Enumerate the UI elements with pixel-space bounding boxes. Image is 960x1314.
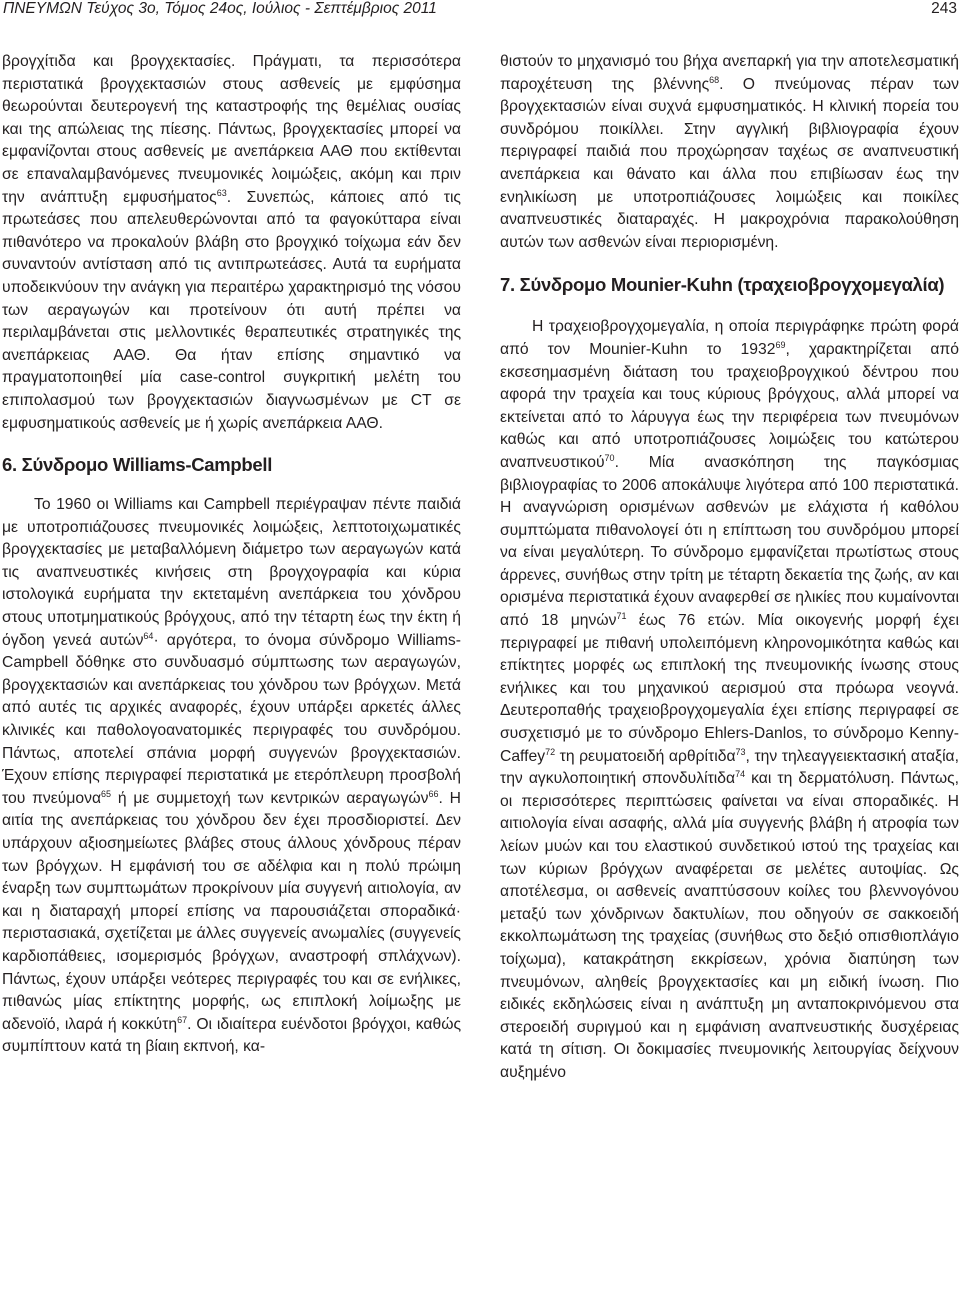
section-6-heading: 6. Σύνδρομο Williams-Campbell — [2, 454, 273, 476]
left-column — [2, 51, 461, 1059]
section-7-heading: 7. Σύνδρομο Mounier-Kuhn (τραχειοβρογχομεγαλία) — [500, 274, 945, 296]
citation-ref: 73 — [735, 746, 746, 757]
citation-ref: 72 — [545, 746, 556, 757]
journal-title: ΠΝΕΥΜΩΝ Τεύχος 3ο, Τόμος 24ος, Ιούλιος - Σεπτέμβριος 2011 — [3, 0, 437, 17]
citation-ref: 68 — [709, 74, 720, 85]
paragraph-williams-campbell: Το 1960 οι Williams και Campbell περιέγραψαν πέντε παιδιά με υποτροπιάζουσες πνευμονικές λοιμώξεις, λεπτοτοιχωματικές βρογχεκτασίες με μεταβαλλόμενη διάμετρο των αεραγωγών κατά τις αναπνευστικές κινήσεις στη βρογχογραφία και κύρια ιστολογικά ευρήματα την εκτεταμένη ανεπάρκεια του χόνδρου στους υποτμηματικούς βρόγχους, από την τέταρτη έως την έκτη ή όγδοη γενεά αυτών$^{64}$· αργότερα, το όνομα σύνδρομο Williams-Campbell δόθηκε στο συνδυασμό σύμπτωσης των αεραγωγών, βρογχεκτασιών και ανεπάρκειας του χόνδρου των βρόγχων. Μετά από αυτές τις αρχικές αναφορές, έχουν υπάρξει αρκετές άλλες κλινικές και παθολογοανατομικές περιγραφές του συνδρόμου. Πάντως, αποτελεί σπάνια μορφή συγγενών βρογχεκτασιών. Έχουν επίσης περιγραφεί περιστατικά με ετερόπλευρη προσβολή του πνεύμονα$^{65}$ ή με συμμετοχή των κεντρικών αεραγωγών$^{66}$. Η αιτία της ανεπάρκειας του χόνδρου δεν έχει προσδιοριστεί. Δεν υπάρχουν αξιοσημείωτες βλάβες στους άλλους χόνδρους πέραν των βρόγχων. Η εμφάνισή του σε αδέλφια και η πολύ πρώιμη έναρξη των συμπτωμάτων προκρίνουν μία συγγενή αιτιολογία, αν και η διαταραχή μπορεί επίσης να παρουσιάζεται σποραδικά· περιστασιακά, σχετίζεται με άλλες συγγενείς ανωμαλίες (συγγενείς καρδιοπάθειες, ισομερισμός βρόγχων, αναστροφή σπλάχνων). Πάντως, έχουν υπάρξει νεότερες περιγραφές του και σε ενήλικες, πιθανώς μίας επίκτητης μορφής, ως επιπλοκή λοίμωξης με αδενοϊό, ιλαρά ή κοκκύτη$^{67}$. Οι ιδιαίτερα ευένδοτοι βρόγχοι, καθώς συμπίπτουν κατά τη βίαιη εκπνοή, κα- — [2, 496, 462, 1056]
citation-ref: 65 — [101, 788, 112, 799]
page-number: 243 — [931, 0, 957, 17]
paragraph-aat-deficiency: βρογχίτιδα και βρογχεκτασίες. Πράγματι, τα περισσότερα περιστατικά βρογχεκτασιών στους ασθενείς με εμφύσημα θεωρούνται δευτερογενή της καταστροφής της θεμέλιας ουσίας και της απώλειας της πίεσης. Πάντως, βρογχεκτασίες μπορεί να εμφανίζονται στους ασθενείς με ανεπάρκεια ΑΑΘ που εκτίθενται σε επαναλαμβανόμενες πνευμονικές λοιμώξεις, ακόμη και πριν την ανάπτυξη εμφυσήματος$^{63}$. Συνεπώς, κάποιες από τις πρωτεάσες που απελευθερώνονται από τα φαγοκύτταρα είναι πιθανότερο να προκαλούν βλάβη στο βρογχικό τοίχωμα εάν δεν συναντούν αντίσταση από τις αντιπρωτεάσες. Αυτά τα ευρήματα υποδεικνύουν την ανάγκη για περαιτέρω χαρακτηρισμό της νόσου των αεραγωγών και προτείνουν ότι αυτή πρέπει να περιλαμβάνεται στις μελλοντικές θεραπευτικές στρατηγικές της ανεπάρκειας ΑΑΘ. Θα ήταν επίσης σημαντικό να πραγματοποιηθεί μία case-control συγκριτική μελέτη του επιπολασμού των βρογχεκτασιών διαγνωσμένων με CT σε εμφυσηματικούς ασθενείς με ή χωρίς ανεπάρκεια ΑΑΘ. — [2, 53, 461, 432]
citation-ref: 69 — [775, 339, 786, 350]
running-header — [3, 0, 957, 22]
citation-ref: 70 — [604, 452, 615, 463]
citation-ref: 64 — [143, 630, 154, 641]
citation-ref: 63 — [216, 187, 227, 198]
right-column — [500, 51, 959, 1085]
citation-ref: 71 — [616, 610, 627, 621]
citation-ref: 74 — [735, 768, 746, 779]
paragraph-mounier-kuhn: Η τραχειοβρογχομεγαλία, η οποία περιγράφηκε πρώτη φορά από τον Mounier-Kuhn το 1932$^{69}$, χαρακτηρίζεται από εκσεσημασμένη διάταση του τραχειοβρογχικού δέντρου που αφορά την τραχεία και τους κύριους βρόγχους, αλλά μπορεί να εκτείνεται από το λάρυγγα έως την περιφέρεια των πνευμόνων καθώς και από υποτροπιάζουσες λοιμώξεις του κατώτερου αναπνευστικού$^{70}$. Μία ανασκόπηση της παγκόσμιας βιβλιογραφίας το 2006 αποκάλυψε λιγότερα από 100 περιστατικά. Η αναγνώριση ορισμένων ασθενών με ελάχιστα ή καθόλου συμπτώματα πιθανολογεί ότι η επίπτωση του συνδρόμου μπορεί να είναι μεγαλύτερη. Το σύνδρομο εμφανίζεται πρωτίστως στους άρρενες, συνήθως στην τρίτη με τέταρτη δεκαετία της ζωής, αν και ορισμένα περιστατικά έχουν αναφερθεί σε ηλικίες που κυμαίνονται από 18 μηνών$^{71}$ έως 76 ετών. Μία οικογενής μορφή έχει περιγραφεί με πιθανή υπολειπόμενη κληρονομικότητα καθώς και επίκτητες μορφές ως επιπλοκή της πνευμονικής ίνωσης στους ενήλικες και του μηχανικού αερισμού στα πρόωρα νεογνά. Δευτεροπαθής τραχειοβρογχομεγαλία έχει επίσης περιγραφεί σε συσχετισμό με το σύνδρομο Ehlers-Danlos, το σύνδρομο Kenny-Caffey$^{72}$ τη ρευματοειδή αρθρίτιδα$^{73}$, την τηλεαγγειεκτασική αταξία, την αγκυλοποιητική σπονδυλίτιδα$^{74}$ και τη δερματόλυση. Πάντως, οι περισσότερες περιπτώσεις φαίνεται να είναι σποραδικές. Η αιτιολογία είναι ασαφής, αλλά μία συγγενής βλάβη ή ατροφία των λείων μυών και του ελαστικού συνδετικού ιστού της τραχείας και των κύριων βρόγχων αναφέρεται σε μελέτες αυτοψίας. Ως αποτέλεσμα, οι ασθενείς αναπτύσσουν κοίλες του βλεννογόνου μεταξύ των χόνδρινων δακτυλίων, που οδηγούν σε σακκοειδή εκκολπωμάτωση της τραχείας (συνήθως στο δεξιό οπισθιοπλάγιο τοίχωμα), κατακράτηση εκκρίσεων, χρόνια διαπύηση των πνευμόνων, αληθείς βρογχεκτασίες και μη ειδική ίνωση. Πιο ειδικές εκδηλώσεις είναι η ανάπτυξη μη ανταποκρινόμενου στα στεροειδή συριγμού και η εμφάνιση αναπνευστικής δυσχέρειας κατά τη σίτιση. Οι δοκιμασίες πνευμονικής λειτουργίας δείχνουν αυξημένο — [500, 318, 959, 1081]
citation-ref: 67 — [177, 1014, 188, 1025]
citation-ref: 66 — [428, 788, 439, 799]
paragraph-cough-mechanism: θιστούν το μηχανισμό του βήχα ανεπαρκή για την αποτελεσματική παροχέτευση της βλέννης$^{68}$. Ο πνεύμονας πέραν των βρογχεκτασιών είναι συχνά εμφυσηματικός. Η κλινική πορεία του συνδρόμου ποικίλλει. Στην αγγλική βιβλιογραφία έχουν περιγραφεί παιδιά που προχώρησαν ταχέως σε αναπνευστική ανεπάρκεια και θάνατο και άλλα που επιβίωσαν έως την ενηλικίωση με υποτροπιάζουσες λοιμώξεις και ποικίλες αναπνευστικές διαταραχές. Η μακροχρόνια παρακολούθηση αυτών των ασθενών είναι περιορισμένη. — [500, 53, 959, 251]
